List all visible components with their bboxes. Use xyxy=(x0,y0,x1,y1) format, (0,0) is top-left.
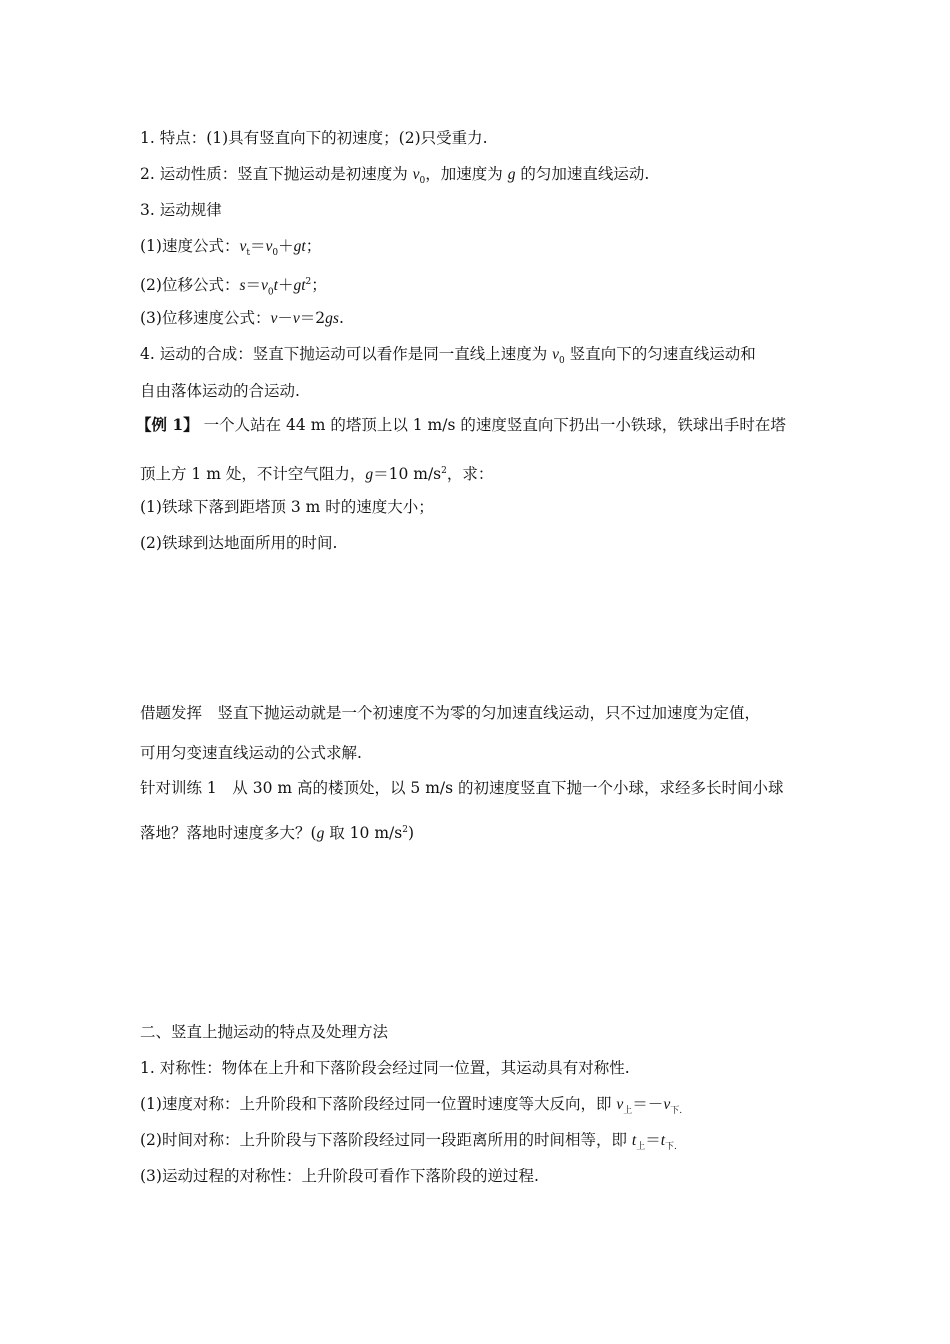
symbol: v xyxy=(265,238,273,255)
text: 借题发挥 竖直下抛运动就是一个初速度不为零的匀加速直线运动，只不过加速度为定值， xyxy=(140,704,761,722)
velocity-formula-line xyxy=(140,236,321,263)
symbol: v xyxy=(239,238,247,255)
text: 1. 对称性：物体在上升和下落阶段会经过同一位置，其运动具有对称性. xyxy=(140,1059,630,1077)
symbol: v xyxy=(552,346,560,363)
text: ＝ xyxy=(645,1131,661,1149)
text: － xyxy=(277,309,293,327)
text: ＝ xyxy=(249,237,266,255)
question-1 xyxy=(140,497,434,517)
text: ； xyxy=(305,237,322,255)
text: 3. 运动规律 xyxy=(140,201,222,219)
text: (3)位移速度公式： xyxy=(140,309,271,327)
text: 4. 运动的合成：竖直下抛运动可以看作是同一直线上速度为 xyxy=(140,345,553,363)
text: 一个人站在 44 m 的塔顶上以 1 m/s 的速度竖直向下扔出一小铁球，铁球出手时在塔 xyxy=(198,416,786,434)
subscript: 0 xyxy=(267,287,274,298)
symbol: gt xyxy=(293,277,306,295)
symbol: v xyxy=(616,1096,624,1113)
process-symmetry-line xyxy=(140,1166,539,1186)
text: 竖直向下的匀速直线运动和 xyxy=(564,345,756,363)
note-line xyxy=(140,703,760,723)
text: (3)运动过程的对称性：上升阶段可看作下落阶段的逆过程. xyxy=(140,1167,539,1185)
example-label: 【例 1】 xyxy=(136,415,199,434)
motion-nature-line xyxy=(140,164,649,191)
text: . xyxy=(338,309,344,327)
text: (1)铁球下落到距塔顶 3 m 时的速度大小； xyxy=(140,498,434,516)
subscript: 下. xyxy=(670,1106,683,1117)
text: ； xyxy=(311,276,327,295)
subscript: 0 xyxy=(272,248,279,259)
text: 顶上方 1 m 处，不计空气阻力， xyxy=(140,465,366,484)
symbol: v xyxy=(663,1096,671,1113)
text: (2)位移公式： xyxy=(140,276,240,295)
feature-line xyxy=(140,128,488,148)
text: 针对训练 1 从 30 m 高的楼顶处，以 5 m/s 的初速度竖直下抛一个小球，求经多长时间小球 xyxy=(140,779,784,797)
superscript: 2 xyxy=(305,277,312,287)
symbol: t xyxy=(660,1132,666,1149)
subscript: 0 xyxy=(559,356,565,367)
note-line-cont xyxy=(140,743,362,763)
text: (2)铁球到达地面所用的时间. xyxy=(140,534,338,552)
composition-line xyxy=(140,344,756,371)
subscript: 上 xyxy=(636,1142,646,1153)
practice-1-line xyxy=(140,778,784,798)
text: ＋ xyxy=(278,237,294,255)
text: 取 10 m/s xyxy=(324,824,403,843)
subscript: 上 xyxy=(623,1106,633,1117)
superscript: 2 xyxy=(441,466,447,476)
symbol: v xyxy=(292,310,300,327)
symbol: v xyxy=(261,277,268,295)
symbol: t xyxy=(273,277,278,295)
text: ＋ xyxy=(277,276,294,295)
question-2 xyxy=(140,533,337,553)
text: (2)时间对称：上升阶段与下落阶段经过同一段距离所用的时间相等，即 xyxy=(140,1131,632,1149)
text: ，加速度为 xyxy=(425,165,508,183)
symbol: g xyxy=(316,825,325,843)
symbol: gs xyxy=(325,310,339,327)
text: 的匀加速直线运动. xyxy=(515,165,650,183)
text: (1)速度公式： xyxy=(140,237,240,255)
displacement-formula-line xyxy=(140,272,327,302)
text: ＝ xyxy=(245,276,262,295)
text: ＝－ xyxy=(632,1095,664,1113)
text: 可用匀变速直线运动的公式求解. xyxy=(140,744,362,762)
text: ) xyxy=(407,824,414,843)
text: 2. 运动性质：竖直下抛运动是初速度为 xyxy=(140,165,413,183)
text: ＝2 xyxy=(299,309,326,327)
example-1-line xyxy=(136,415,786,435)
text: 落地？落地时速度多大？( xyxy=(140,824,317,843)
symbol: v xyxy=(270,310,278,327)
symbol: g xyxy=(365,466,374,484)
time-symmetry-line xyxy=(140,1130,677,1157)
subscript: 0 xyxy=(419,176,426,187)
motion-law-heading xyxy=(140,200,222,220)
text: 1. 特点：(1)具有竖直向下的初速度；(2)只受重力. xyxy=(140,129,488,147)
example-1-line-cont xyxy=(140,461,493,485)
symbol: g xyxy=(507,166,516,183)
subscript: 下. xyxy=(665,1142,677,1153)
symbol: t xyxy=(631,1132,637,1149)
symbol: gt xyxy=(293,238,306,255)
symbol: s xyxy=(239,277,246,295)
displacement-velocity-formula-line xyxy=(140,308,344,329)
velocity-symmetry-line xyxy=(140,1094,682,1121)
text: ，求： xyxy=(446,465,494,484)
subscript: t xyxy=(246,248,250,259)
text: (1)速度对称：上升阶段和下落阶段经过同一位置时速度等大反向，即 xyxy=(140,1095,617,1113)
symmetry-line xyxy=(140,1058,630,1078)
section-2-heading xyxy=(140,1022,388,1042)
composition-line-cont xyxy=(140,381,300,401)
symbol: v xyxy=(412,166,420,183)
practice-1-line-cont xyxy=(140,820,414,844)
superscript: 2 xyxy=(402,825,408,835)
text: ＝10 m/s xyxy=(373,465,442,484)
text: 自由落体运动的合运动. xyxy=(140,382,300,400)
text: 二、竖直上抛运动的特点及处理方法 xyxy=(140,1023,389,1041)
